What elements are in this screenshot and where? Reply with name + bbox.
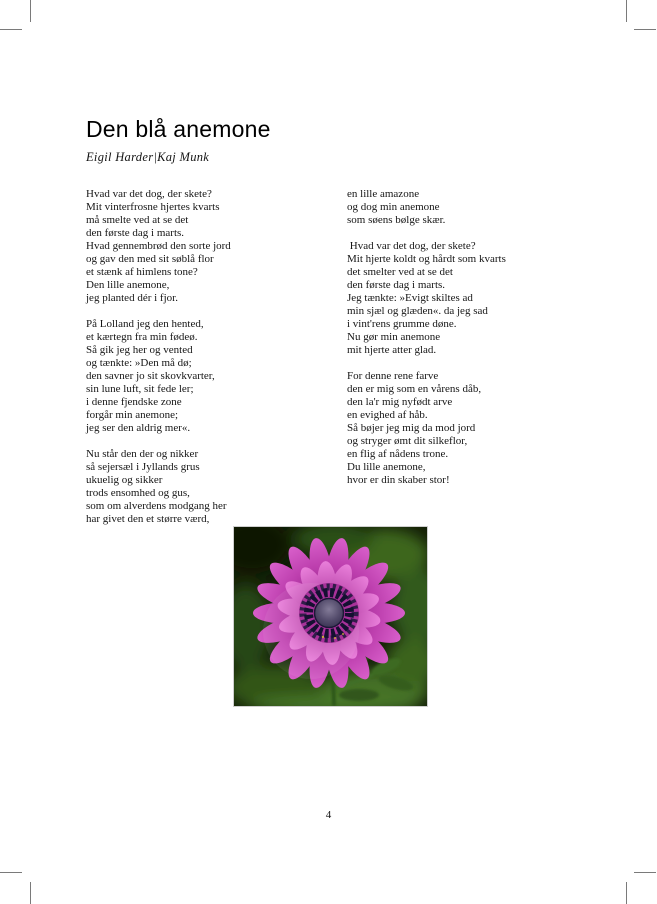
crop-mark-bottom-left-vertical bbox=[30, 882, 31, 904]
poem-line: et kærtegn fra min fødeø. bbox=[86, 331, 198, 343]
crop-mark-top-right-vertical bbox=[626, 0, 627, 22]
poem-line: Mit hjerte koldt og hårdt som kvarts bbox=[347, 253, 506, 265]
poem-line: Jeg tænkte: »Evigt skiltes ad bbox=[347, 292, 473, 304]
crop-mark-bottom-left-horizontal bbox=[0, 872, 22, 873]
poem-line: Den lille anemone, bbox=[86, 279, 170, 291]
poem-line: Så gik jeg her og vented bbox=[86, 344, 193, 356]
poem-line: jeg ser den aldrig mer«. bbox=[86, 422, 191, 434]
poem-line: den første dag i marts. bbox=[347, 279, 446, 291]
poem-line: trods ensomhed og gus, bbox=[86, 487, 190, 499]
poem-stanza bbox=[86, 448, 341, 526]
poem-line: den la'r mig nyfødt arve bbox=[347, 396, 453, 408]
poem-line: Hvad var det dog, der skete? bbox=[347, 240, 476, 252]
poem-line: og gav den med sit søblå flor bbox=[86, 253, 214, 265]
author-line: Eigil Harder|Kaj Munk bbox=[86, 150, 210, 164]
poem-line: min sjæl og glæden«. da jeg sad bbox=[347, 305, 488, 317]
poem-line: Nu står den der og nikker bbox=[86, 448, 199, 460]
poem-line: hvor er din skaber stor! bbox=[347, 474, 450, 486]
poem-line: sin lune luft, sit fede ler; bbox=[86, 383, 194, 395]
poem-stanza bbox=[86, 188, 341, 305]
poem-line: Hvad var det dog, der skete? bbox=[86, 188, 212, 200]
poem-line: må smelte ved at se det bbox=[86, 214, 189, 226]
poem-line: så sejersæl i Jyllands grus bbox=[86, 461, 200, 473]
poem-line: jeg planted dér i fjor. bbox=[86, 292, 178, 304]
poem-line: som om alverdens modgang her bbox=[86, 500, 227, 512]
poem-line: For denne rene farve bbox=[347, 370, 439, 382]
poem-line: Nu gør min anemone bbox=[347, 331, 441, 343]
poem-column-left bbox=[86, 188, 341, 539]
poem-line: som søens bølge skær. bbox=[347, 214, 446, 226]
crop-mark-top-right-horizontal bbox=[634, 29, 656, 30]
poem-line: Så bøjer jeg mig da mod jord bbox=[347, 422, 476, 434]
poem-line: og stryger ømt dit silkeflor, bbox=[347, 435, 468, 447]
poem-line: mit hjerte atter glad. bbox=[347, 344, 437, 356]
page-number: 4 bbox=[325, 809, 332, 821]
poem-line: den første dag i marts. bbox=[86, 227, 185, 239]
poem-line: en flig af nådens trone. bbox=[347, 448, 449, 460]
poem-line: det smelter ved at se det bbox=[347, 266, 453, 278]
poem-line: den savner jo sit skovkvarter, bbox=[86, 370, 215, 382]
poem-line: Mit vinterfrosne hjertes kvarts bbox=[86, 201, 220, 213]
poem-line: Hvad gennembrød den sorte jord bbox=[86, 240, 231, 252]
poem-line: i denne fjendske zone bbox=[86, 396, 182, 408]
poem-line: i vint'rens grumme døne. bbox=[347, 318, 457, 330]
anemone-photo bbox=[233, 526, 428, 707]
poem-line: et stænk af himlens tone? bbox=[86, 266, 198, 278]
poem-line: forgår min anemone; bbox=[86, 409, 179, 421]
poem-line: Du lille anemone, bbox=[347, 461, 426, 473]
poem-line: har givet den et større værd, bbox=[86, 513, 210, 525]
poem-line: en lille amazone bbox=[347, 188, 420, 200]
poem-line: og tænkte: »Den må dø; bbox=[86, 357, 192, 369]
poem-stanza bbox=[347, 370, 602, 487]
poem-stanza bbox=[347, 240, 602, 357]
poem-line: en evighed af håb. bbox=[347, 409, 428, 421]
poem-column-right bbox=[347, 188, 602, 500]
crop-mark-top-left-horizontal bbox=[0, 29, 22, 30]
poem-line: ukuelig og sikker bbox=[86, 474, 163, 486]
crop-mark-bottom-right-vertical bbox=[626, 882, 627, 904]
poem-line: og dog min anemone bbox=[347, 201, 440, 213]
poem-line: den er mig som en vårens dåb, bbox=[347, 383, 482, 395]
page-title: Den blå anemone bbox=[86, 116, 271, 142]
poem-stanza bbox=[86, 318, 341, 435]
crop-mark-bottom-right-horizontal bbox=[634, 872, 656, 873]
poem-line: På Lolland jeg den hented, bbox=[86, 318, 204, 330]
anemone-photo-illustration bbox=[234, 527, 427, 706]
poem-stanza bbox=[347, 188, 602, 227]
crop-mark-top-left-vertical bbox=[30, 0, 31, 22]
